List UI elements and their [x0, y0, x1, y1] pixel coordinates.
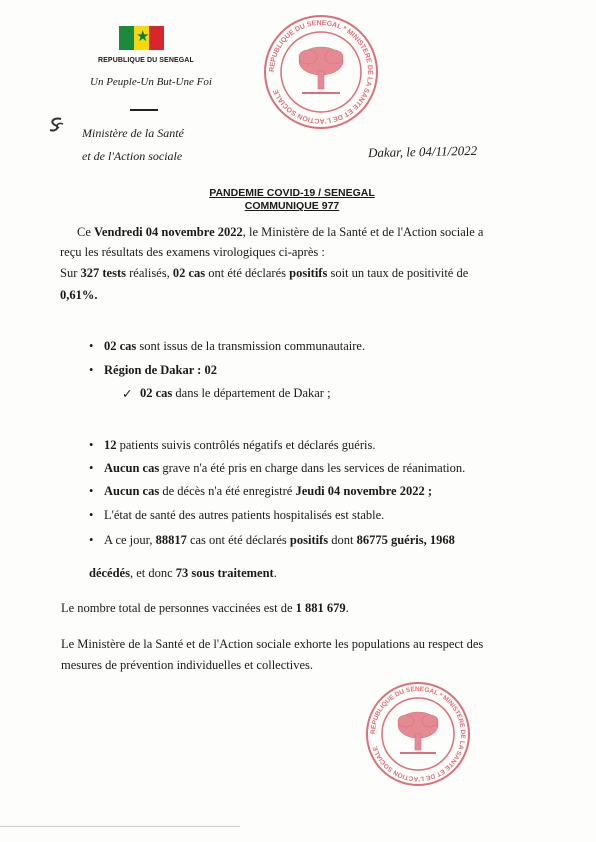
bullet-icon: • [89, 339, 94, 353]
closing-line-1: Le Ministère de la Santé et de l'Action sociale exhorte les populations au respect des [61, 637, 484, 651]
checkmark-icon: ✓ [122, 387, 133, 401]
official-seal-bottom [364, 680, 472, 788]
list-item: L'état de santé des autres patients hospitalisés est stable. [104, 508, 385, 522]
page-bottom-rule [0, 826, 240, 827]
communique-number: COMMUNIQUE 977 [244, 200, 340, 212]
list-item: A ce jour, 88817 cas ont été déclarés positifs dont 86775 guéris, 1968 [104, 533, 455, 547]
official-seal-top [262, 13, 380, 131]
senegal-flag-icon: ★ [119, 26, 164, 50]
bullet-icon: • [89, 363, 94, 377]
tests-line-2: 0,61%. [60, 288, 98, 302]
bullet-icon: • [89, 438, 94, 452]
list-item: 02 cas sont issus de la transmission communautaire. [104, 339, 366, 353]
list-item: Région de Dakar : 02 [104, 363, 217, 377]
list-item-continuation: décédés, et donc 73 sous traitement. [89, 566, 277, 580]
seal-top-text: REPUBLIQUE DU SENEGAL * MINISTERE DE LA SANTE ET DE L'ACTION SOCIALE [268, 19, 374, 125]
list-item: Aucun cas grave n'a été pris en charge dans les services de réanimation. [104, 461, 466, 475]
republic-label: REPUBLIQUE DU SENEGAL [98, 57, 194, 64]
ministry-name-line2: et de l'Action sociale [82, 149, 183, 163]
vaccination-total: Le nombre total de personnes vaccinées est de 1 881 679. [61, 601, 349, 615]
header-divider [130, 109, 158, 111]
bullet-icon: • [89, 484, 94, 498]
list-item: 12 patients suivis contrôlés négatifs et déclarés guéris. [104, 438, 376, 452]
seal-bottom-text: REPUBLIQUE DU SENEGAL * MINISTERE DE LA SANTE ET DE L'ACTION SOCIALE [369, 685, 467, 783]
bullet-icon: • [89, 533, 94, 547]
intro-line-2: reçu les résultats des examens virologiques ci-après : [60, 245, 325, 259]
list-item: Aucun cas de décès n'a été enregistré Jeudi 04 novembre 2022 ; [104, 484, 433, 498]
date-line: Dakar, le 04/11/2022 [367, 142, 478, 161]
ministry-name-line1: Ministère de la Santé [82, 126, 184, 140]
sub-list-item: 02 cas dans le département de Dakar ; [140, 386, 331, 400]
national-motto: Un Peuple-Un But-Une Foi [90, 76, 212, 88]
closing-line-2: mesures de prévention individuelles et collectives. [61, 658, 314, 672]
intro-line-1: Ce Vendredi 04 novembre 2022, le Ministère de la Santé et de l'Action sociale a [77, 225, 484, 239]
bullet-icon: • [89, 461, 94, 475]
document-title: PANDEMIE COVID-19 / SENEGAL [209, 187, 375, 199]
ministry-logo-icon [46, 115, 68, 137]
bullet-icon: • [89, 508, 94, 522]
tests-line-1: Sur 327 tests réalisés, 02 cas ont été déclarés positifs soit un taux de positivité de [60, 266, 469, 280]
